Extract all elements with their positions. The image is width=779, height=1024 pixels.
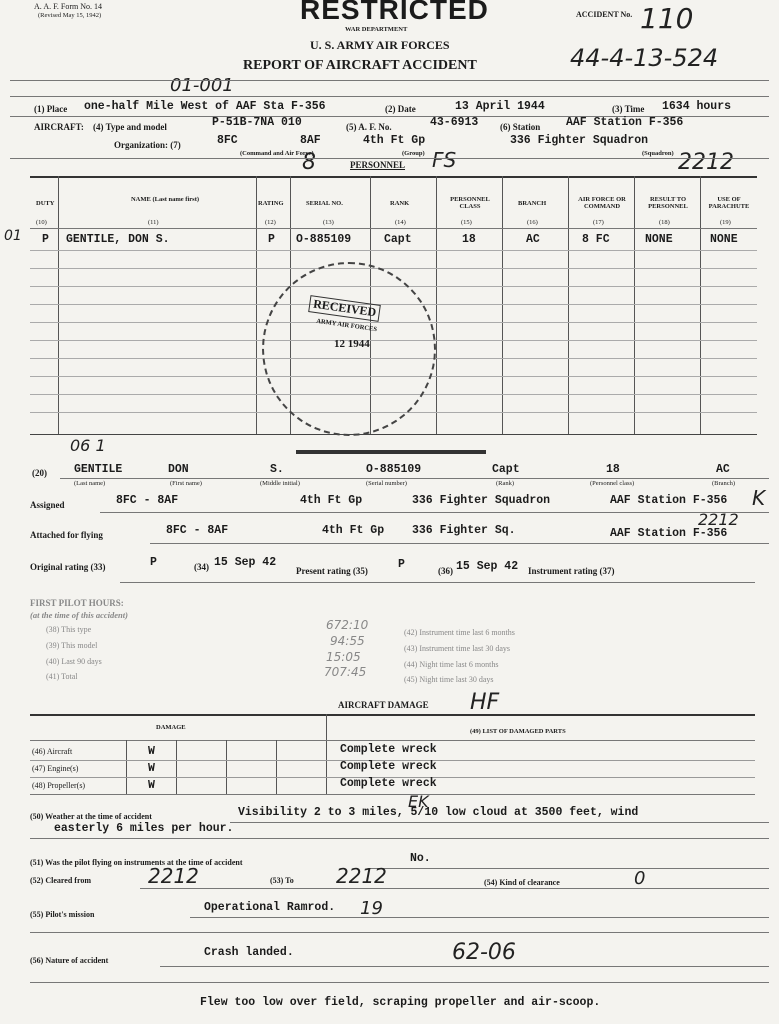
hand-k: K xyxy=(752,486,766,510)
col-header-rank: RANK xyxy=(390,200,410,207)
report-title: REPORT OF AIRCRAFT ACCIDENT xyxy=(243,58,477,73)
nature-label: (56) Nature of accident xyxy=(30,956,109,965)
col-header-result: RESULT TO PERSONNEL xyxy=(648,196,688,210)
caption-last: (Last name) xyxy=(74,480,106,487)
aircraft-label: AIRCRAFT: xyxy=(34,122,84,132)
col-header-rating: RATING xyxy=(258,200,284,207)
pilot-serial: O-885109 xyxy=(366,463,422,476)
present-rating: P xyxy=(398,558,405,571)
report-number: 44-4-13-524 xyxy=(570,44,719,72)
damage-title: AIRCRAFT DAMAGE xyxy=(338,700,429,710)
pilot-branch: AC xyxy=(716,463,730,476)
hours-label-type: (38) This type xyxy=(46,625,92,634)
squadron-caption: (Squadron) xyxy=(642,150,674,157)
form-number: A. A. F. Form No. 14 xyxy=(34,2,103,11)
original-date-label: (34) xyxy=(194,562,209,572)
damaged-part-propeller: Complete wreck xyxy=(340,777,437,790)
hand-ek: EK xyxy=(408,792,429,811)
squadron-value: 336 Fighter Squadron xyxy=(510,134,649,147)
instruments-value: No. xyxy=(410,852,431,865)
hand-code: 01-001 xyxy=(170,75,234,96)
assigned-squadron: 336 Fighter Squadron xyxy=(412,494,551,507)
hours-instr-6mo: (42) Instrument time last 6 months xyxy=(404,628,515,637)
place-label: (1) Place xyxy=(34,104,68,114)
station-label: (6) Station xyxy=(500,122,541,132)
damage-label-aircraft: (46) Aircraft xyxy=(32,747,73,756)
damage-label-engine: (47) Engine(s) xyxy=(32,764,79,773)
place-value: one-half Mile West of AAF Sta F-356 xyxy=(84,100,326,113)
group-value: 4th Ft Gp xyxy=(363,134,426,147)
cell-result: NONE xyxy=(645,233,673,246)
col-num-18: (18) xyxy=(659,219,670,226)
present-date-label: (36) xyxy=(438,566,453,576)
instruments-label: (51) Was the pilot flying on instruments at the time of accident xyxy=(30,858,243,867)
personnel-title: PERSONNEL xyxy=(350,160,406,170)
hours-label-90days: (40) Last 90 days xyxy=(46,657,102,666)
damaged-parts-header: (49) LIST OF DAMAGED PARTS xyxy=(470,728,566,735)
attached-label: Attached for flying xyxy=(30,530,103,540)
command-value: 8FC xyxy=(217,134,238,147)
cell-duty: P xyxy=(42,233,49,246)
col-num-11: (11) xyxy=(148,219,159,226)
accident-no: 110 xyxy=(640,2,694,35)
damaged-part-aircraft: Complete wreck xyxy=(340,743,437,756)
cell-parachute: NONE xyxy=(710,233,738,246)
pilot-middle: S. xyxy=(270,463,284,476)
section-bar xyxy=(296,450,486,454)
assigned-command: 8FC - 8AF xyxy=(116,494,179,507)
col-num-19: (19) xyxy=(720,219,731,226)
hours-title: FIRST PILOT HOURS: xyxy=(30,598,124,608)
damage-label-propeller: (48) Propeller(s) xyxy=(32,781,86,790)
col-header-serial: SERIAL NO. xyxy=(306,200,343,207)
col-header-branch: BRANCH xyxy=(518,200,547,207)
hours-value-type: 672:10 xyxy=(326,618,369,632)
caption-middle: (Middle initial) xyxy=(260,480,300,487)
nature-value: Crash landed. xyxy=(204,946,294,959)
stamp-received-text: RECEIVED xyxy=(308,295,381,322)
col-header-command: AIR FORCE OR COMMAND xyxy=(578,196,626,210)
hand-2212: 2212 xyxy=(678,150,734,175)
cell-branch: AC xyxy=(526,233,540,246)
mission-label: (55) Pilot's mission xyxy=(30,910,95,919)
original-rating-label: Original rating (33) xyxy=(30,562,106,572)
command-caption: (Command and Air Force) xyxy=(240,150,314,157)
damage-hand: HF xyxy=(470,690,500,715)
cleared-to-value: 2212 xyxy=(336,864,387,888)
pilot-class: 18 xyxy=(606,463,620,476)
assigned-group: 4th Ft Gp xyxy=(300,494,363,507)
caption-first: (First name) xyxy=(170,480,202,487)
form-revision: (Revised May 15, 1942) xyxy=(38,12,102,19)
damage-mark-aircraft: W xyxy=(148,745,155,758)
cell-rank: Capt xyxy=(384,233,412,246)
hours-night-30d: (45) Night time last 30 days xyxy=(404,675,494,684)
caption-serial: (Serial number) xyxy=(366,480,407,487)
damaged-part-engine: Complete wreck xyxy=(340,760,437,773)
col-num-14: (14) xyxy=(395,219,406,226)
mission-hand: 19 xyxy=(360,898,383,919)
organization-label: Organization: (7) xyxy=(114,140,181,150)
clearance-label: (54) Kind of clearance xyxy=(484,878,560,887)
pilot-first-name: DON xyxy=(168,463,189,476)
department: WAR DEPARTMENT xyxy=(345,26,408,33)
hand-2212-pilot: 2212 xyxy=(698,510,739,529)
caption-rank: (Rank) xyxy=(496,480,515,487)
mission-value: Operational Ramrod. xyxy=(204,901,336,914)
classification-stamp: RESTRICTED xyxy=(300,0,489,25)
accident-no-label: ACCIDENT No. xyxy=(576,10,633,19)
date-value: 13 April 1944 xyxy=(455,100,545,113)
station-value: AAF Station F-356 xyxy=(566,116,684,129)
stamp-date: 12 1944 xyxy=(334,338,370,350)
date-label: (2) Date xyxy=(385,104,416,114)
aaf-no-label: (5) A. F. No. xyxy=(346,122,392,132)
pilot-last-name: GENTILE xyxy=(74,463,123,476)
hours-night-6mo: (44) Night time last 6 months xyxy=(404,660,499,669)
instrument-rating-label: Instrument rating (37) xyxy=(528,566,615,576)
pilot-rank: Capt xyxy=(492,463,520,476)
damage-col-header: DAMAGE xyxy=(156,724,186,731)
hours-label-model: (39) This model xyxy=(46,641,98,650)
caption-class: (Personnel class) xyxy=(590,480,635,487)
time-label: (3) Time xyxy=(612,104,645,114)
aaf-no-value: 43-6913 xyxy=(430,116,479,129)
col-num-17: (17) xyxy=(593,219,604,226)
hours-label-total: (41) Total xyxy=(46,672,78,681)
col-header-class: PERSONNEL CLASS xyxy=(450,196,490,210)
col-num-12: (12) xyxy=(265,219,276,226)
col-header-parachute: USE OF PARACHUTE xyxy=(708,196,750,210)
stamp-sub-text: ARMY AIR FORCES xyxy=(315,317,378,334)
cell-class: 18 xyxy=(462,233,476,246)
cleared-from-value: 2212 xyxy=(148,864,199,888)
nature-hand: 62-06 xyxy=(452,940,516,965)
weather-value: Visibility 2 to 3 miles, 5/10 low cloud at 3500 feet, wind xyxy=(238,806,639,819)
original-date: 15 Sep 42 xyxy=(214,556,277,569)
attached-squadron: 336 Fighter Sq. xyxy=(412,524,516,537)
cell-command: 8 FC xyxy=(582,233,610,246)
hours-value-model: 94:55 xyxy=(330,634,365,648)
hours-value-total: 707:45 xyxy=(324,665,367,679)
assigned-station: AAF Station F-356 xyxy=(610,494,728,507)
damage-mark-propeller: W xyxy=(148,779,155,792)
damage-mark-engine: W xyxy=(148,762,155,775)
cleared-to-label: (53) To xyxy=(270,876,294,885)
attached-group: 4th Ft Gp xyxy=(322,524,385,537)
hours-subtitle: (at the time of this accident) xyxy=(30,610,128,620)
col-num-16: (16) xyxy=(527,219,538,226)
caption-branch: (Branch) xyxy=(712,480,736,487)
col-num-10: (10) xyxy=(36,219,47,226)
hand-fs: FS xyxy=(432,148,457,172)
group-caption: (Group) xyxy=(402,150,425,157)
pilot-line-no: (20) xyxy=(32,468,47,478)
original-rating: P xyxy=(150,556,157,569)
col-header-name: NAME (Last name first) xyxy=(130,196,200,203)
col-header-duty: DUTY xyxy=(36,200,55,207)
assigned-label: Assigned xyxy=(30,500,65,510)
weather-value-cont: easterly 6 miles per hour. xyxy=(54,822,234,835)
cell-rating: P xyxy=(268,233,275,246)
pilot-hand: 06 1 xyxy=(70,436,106,455)
weather-label: (50) Weather at the time of accident xyxy=(30,812,152,821)
attached-command: 8FC - 8AF xyxy=(166,524,229,537)
col-num-15: (15) xyxy=(461,219,472,226)
col-num-13: (13) xyxy=(323,219,334,226)
hand-8: 8 xyxy=(302,150,316,175)
cell-name: GENTILE, DON S. xyxy=(66,233,170,246)
present-rating-label: Present rating (35) xyxy=(296,566,368,576)
hours-value-90days: 15:05 xyxy=(326,650,361,664)
agency: U. S. ARMY AIR FORCES xyxy=(310,38,450,52)
duty-hand: 01 xyxy=(4,228,22,244)
cell-serial: O-885109 xyxy=(296,233,352,246)
time-value: 1634 hours xyxy=(662,100,732,113)
hours-instr-30d: (43) Instrument time last 30 days xyxy=(404,644,510,653)
attached-station: AAF Station F-356 xyxy=(610,527,728,540)
present-date: 15 Sep 42 xyxy=(456,560,519,573)
clearance-value: 0 xyxy=(634,868,646,889)
type-value: P-51B-7NA 010 xyxy=(212,116,302,129)
received-stamp xyxy=(262,262,436,436)
air-force-value: 8AF xyxy=(300,134,321,147)
accident-cause: Flew too low over field, scraping propeller and air-scoop. xyxy=(200,996,601,1009)
type-label: (4) Type and model xyxy=(93,122,167,132)
cleared-from-label: (52) Cleared from xyxy=(30,876,92,885)
